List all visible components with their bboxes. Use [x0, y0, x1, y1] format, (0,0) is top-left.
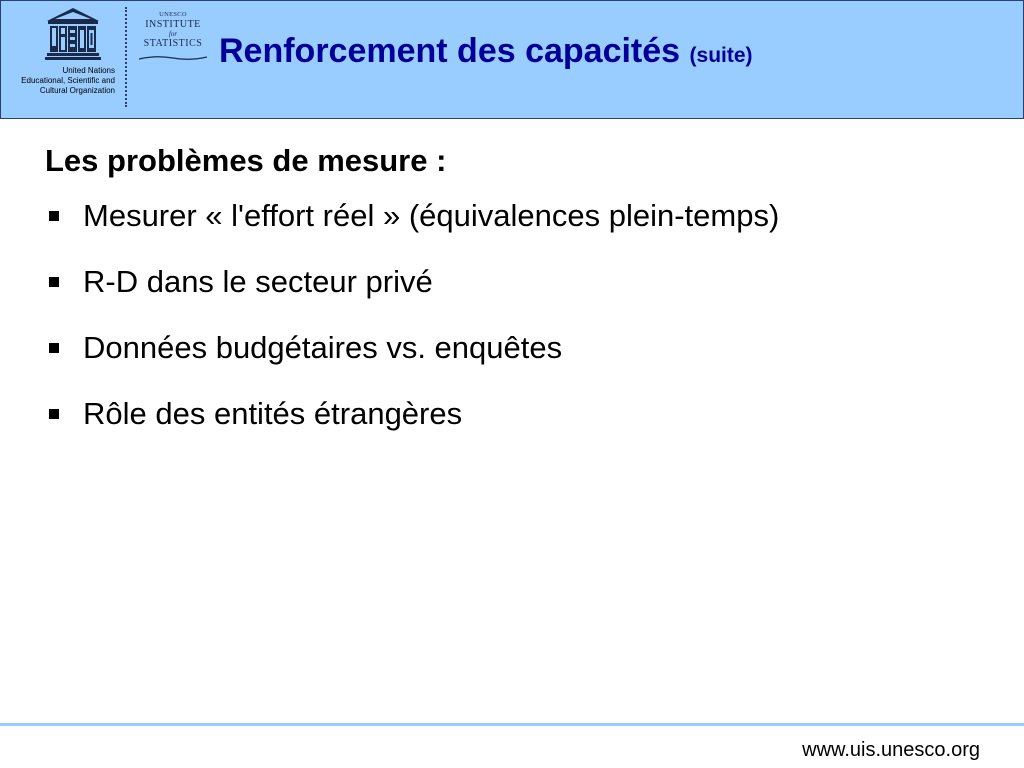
uis-logo-line-2: INSTITUTE [145, 19, 201, 30]
bullet-item [45, 392, 913, 436]
bullet-text: Rôle des entités étrangères [83, 396, 463, 431]
uis-logo-line-1: UNESCO [159, 11, 187, 18]
footer-divider [0, 723, 1024, 726]
bullet-text: R-D dans le secteur privé [83, 264, 433, 299]
bullet-text: Mesurer « l'effort réel » (équivalences plein-temps) [83, 198, 780, 233]
uis-wave-icon [139, 55, 207, 61]
bullet-item [45, 194, 913, 238]
slide-title-suffix: (suite) [689, 44, 753, 67]
unesco-caption [7, 66, 115, 96]
slide-title [219, 29, 753, 78]
unesco-caption-line-1: United Nations [62, 66, 115, 75]
lead-heading: Les problèmes de mesure : [45, 143, 447, 178]
footer-url: www.uis.unesco.org [802, 739, 980, 761]
uis-logo [137, 11, 209, 63]
square-bullet-icon [49, 343, 59, 353]
square-bullet-icon [49, 211, 59, 221]
uis-logo-line-3: for [168, 30, 178, 38]
slide-header [0, 0, 1024, 119]
bullet-item [45, 326, 913, 370]
unesco-caption-line-2: Educational, Scientific and [21, 76, 115, 85]
square-bullet-icon [49, 409, 59, 419]
bullet-text: Données budgétaires vs. enquêtes [83, 330, 563, 365]
bullet-item [45, 260, 913, 304]
slide-body [45, 140, 975, 458]
unesco-caption-line-3: Cultural Organization [39, 86, 115, 95]
square-bullet-icon [49, 277, 59, 287]
unesco-logo-icon [45, 6, 101, 62]
slide-title-text: Renforcement des capacités [219, 32, 681, 70]
bullet-list [45, 194, 975, 436]
uis-logo-line-4: STATISTICS [143, 38, 203, 49]
header-divider [125, 7, 127, 107]
